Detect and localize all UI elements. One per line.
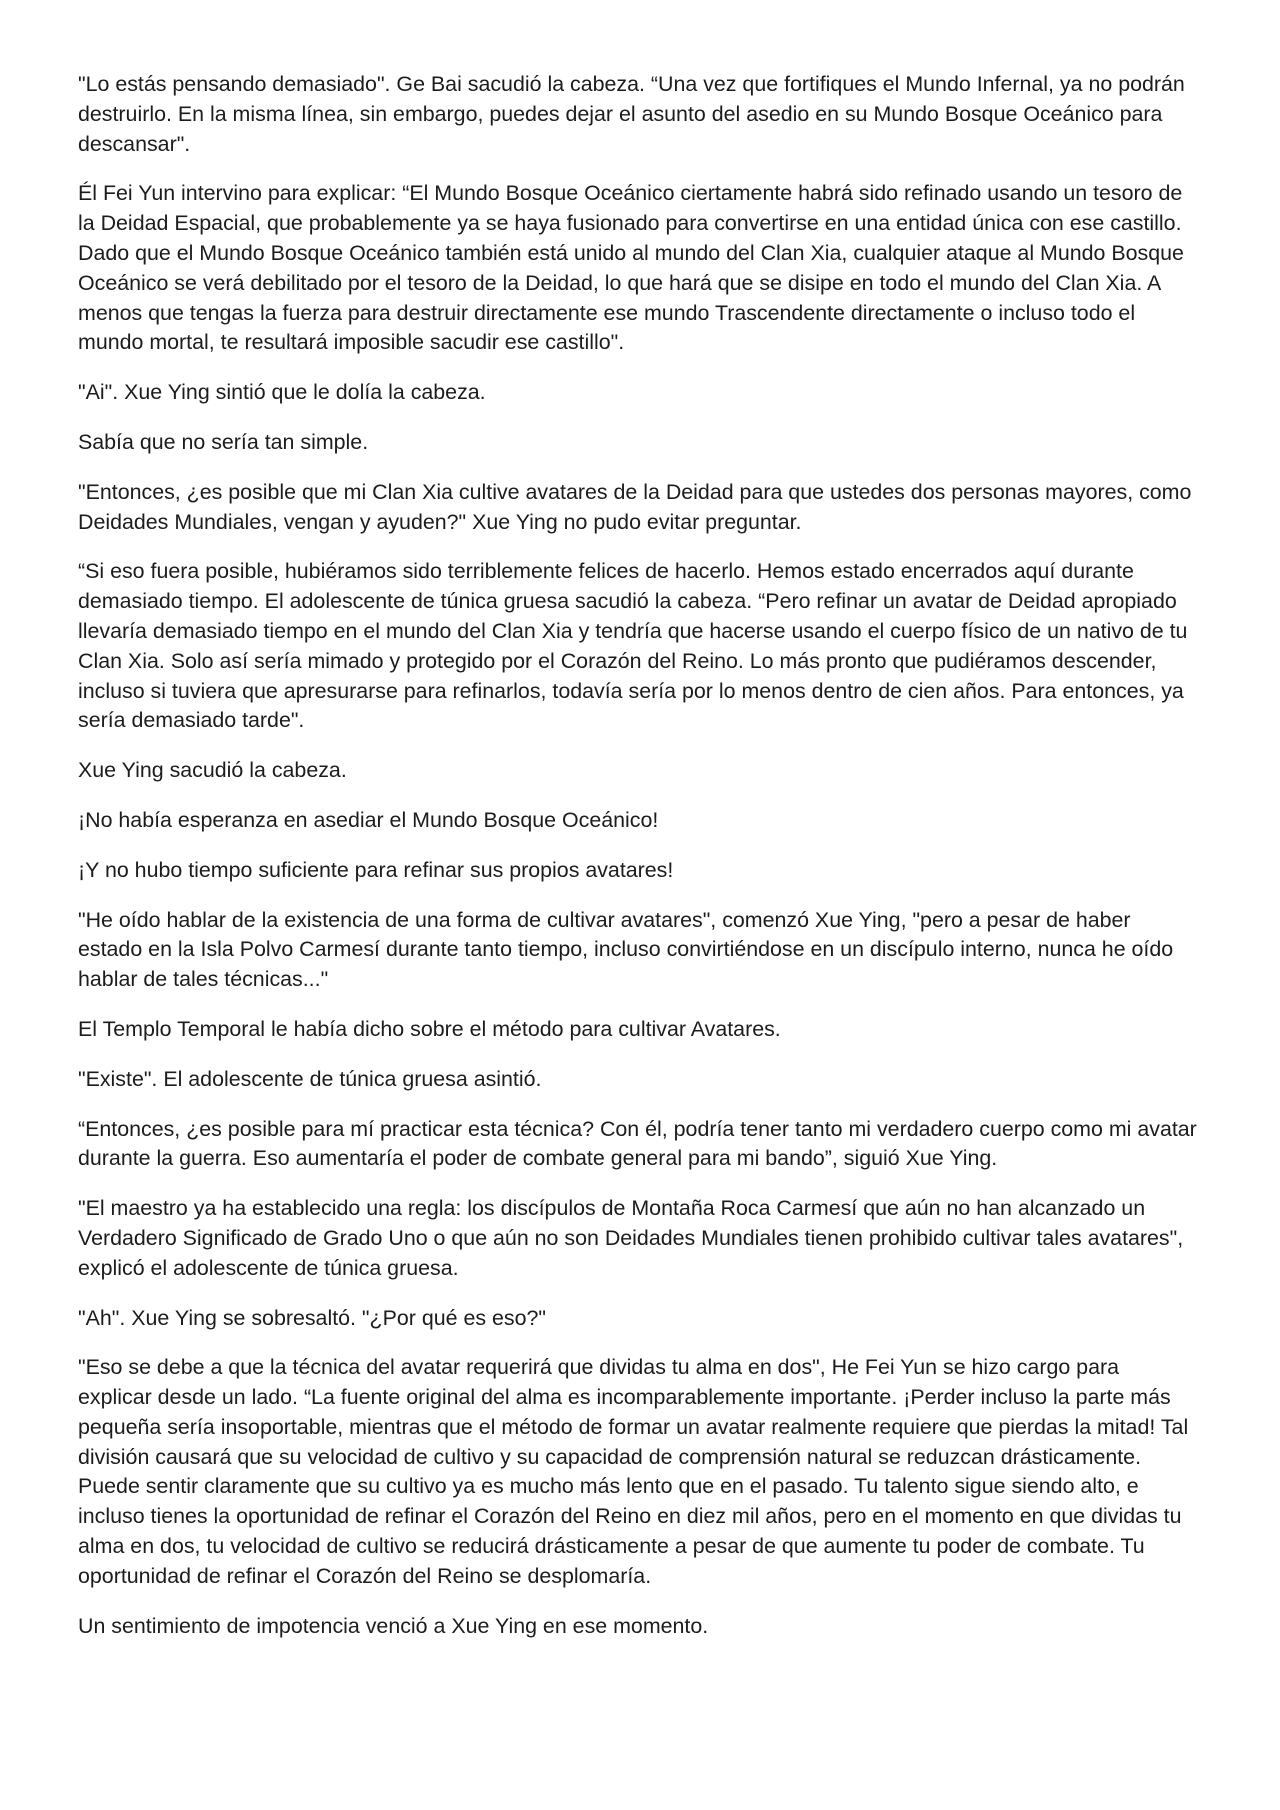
paragraph-3: "Ai". Xue Ying sintió que le dolía la cabeza.	[78, 380, 486, 405]
paragraph-17: Un sentimiento de impotencia venció a Xue Ying en ese momento.	[78, 1613, 709, 1638]
paragraph-11: El Templo Temporal le había dicho sobre el método para cultivar Avatares.	[78, 1016, 781, 1041]
paragraph-13: “Entonces, ¿es posible para mí practicar esta técnica? Con él, podría tener tanto mi verdadero cuerpo como mi avatar durante la guerra. Eso aumentaría el poder de combate general para mi bando”, siguió Xue Ying.	[78, 1116, 1197, 1171]
paragraph-7: Xue Ying sacudió la cabeza.	[78, 758, 347, 783]
paragraph-10: "He oído hablar de la existencia de una forma de cultivar avatares", comenzó Xue Ying, "pero a pesar de haber estado en la Isla Polvo Carmesí durante tanto tiempo, incluso convirtiéndose en un discípulo interno, nunca he oído hablar de tales técnicas..."	[78, 907, 1174, 992]
paragraph-12: "Existe". El adolescente de túnica gruesa asintió.	[78, 1066, 542, 1091]
paragraph-6: “Si eso fuera posible, hubiéramos sido terriblemente felices de hacerlo. Hemos estado encerrados aquí durante demasiado tiempo. El adolescente de túnica gruesa sacudió la cabeza. “Pero refinar un avatar de Deidad apropiado llevaría demasiado tiempo en el mundo del Clan Xia y tendría que hacerse usando el cuerpo físico de un nativo de tu Clan Xia. Solo así sería mimado y protegido por el Corazón del Reino. Lo más pronto que pudiéramos descender, incluso si tuviera que apresurarse para refinarlos, todavía sería por lo menos dentro de cien años. Para entonces, ya sería demasiado tarde".	[78, 559, 1188, 733]
paragraph-8: ¡No había esperanza en asediar el Mundo Bosque Oceánico!	[78, 807, 659, 832]
paragraph-2: Él Fei Yun intervino para explicar: “El Mundo Bosque Oceánico ciertamente habrá sido refinado usando un tesoro de la Deidad Espacial, que probablemente ya se haya fusionado para convertirse en una entidad única con ese castillo. Dado que el Mundo Bosque Oceánico también está unido al mundo del Clan Xia, cualquier ataque al Mundo Bosque Oceánico se verá debilitado por el tesoro de la Deidad, lo que hará que se disipe en todo el mundo del Clan Xia. A menos que tengas la fuerza para destruir directamente ese mundo Trascendente directamente o incluso todo el mundo mortal, te resultará imposible sacudir ese castillo".	[78, 181, 1184, 355]
paragraph-15: "Ah". Xue Ying se sobresaltó. "¿Por qué es eso?"	[78, 1305, 546, 1330]
paragraph-4: Sabía que no sería tan simple.	[78, 429, 369, 454]
paragraph-14: "El maestro ya ha establecido una regla: los discípulos de Montaña Roca Carmesí que aún no han alcanzado un Verdadero Significado de Grado Uno o que aún no son Deidades Mundiales tienen prohibido cultivar tales avatares", explicó el adolescente de túnica gruesa.	[78, 1196, 1184, 1280]
paragraph-5: "Entonces, ¿es posible que mi Clan Xia cultive avatares de la Deidad para que ustedes dos personas mayores, como Deidades Mundiales, vengan y ayuden?" Xue Ying no pudo evitar preguntar.	[78, 479, 1192, 534]
paragraph-16: "Eso se debe a que la técnica del avatar requerirá que dividas tu alma en dos", He Fei Yun se hizo cargo para explicar desde un lado. “La fuente original del alma es incomparablemente importante. ¡Perder incluso la parte más pequeña sería insoportable, mientras que el método de formar un avatar realmente requiere que pierdas la mitad! Tal división causará que su velocidad de cultivo y su capacidad de comprensión natural se reduzcan drásticamente. Puede sentir claramente que su cultivo ya es mucho más lento que en el pasado. Tu talento sigue siendo alto, e incluso tienes la oportunidad de refinar el Corazón del Reino en diez mil años, pero en el momento en que dividas tu alma en dos, tu velocidad de cultivo se reducirá drásticamente a pesar de que aumente tu poder de combate. Tu oportunidad de refinar el Corazón del Reino se desplomaría.	[78, 1355, 1189, 1588]
document-body	[78, 70, 1198, 1661]
paragraph-9: ¡Y no hubo tiempo suficiente para refinar sus propios avatares!	[78, 857, 674, 882]
paragraph-1: "Lo estás pensando demasiado". Ge Bai sacudió la cabeza. “Una vez que fortifiques el Mundo Infernal, ya no podrán destruirlo. En la misma línea, sin embargo, puedes dejar el asunto del asedio en su Mundo Bosque Oceánico para descansar".	[78, 72, 1185, 156]
